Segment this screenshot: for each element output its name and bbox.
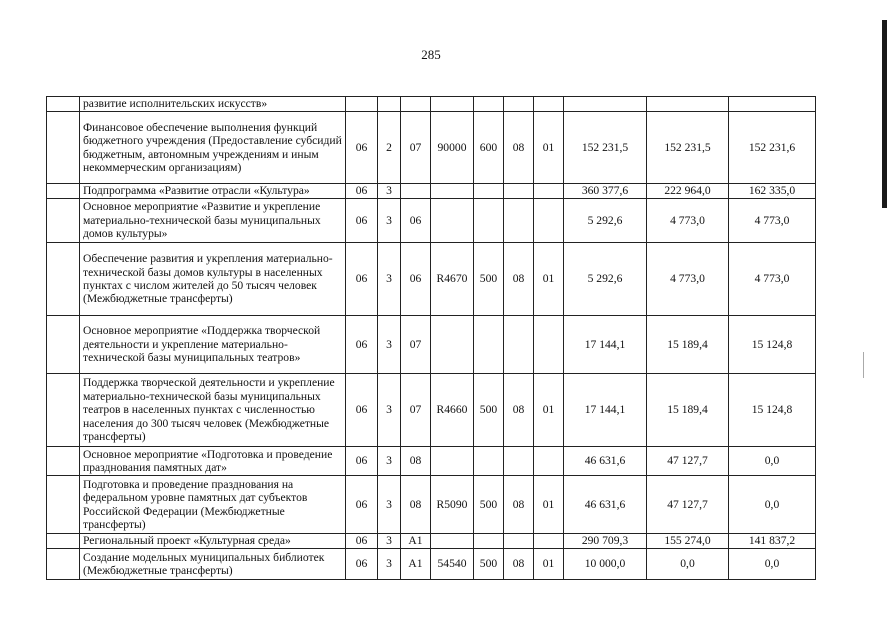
amount-cell: 0,0 bbox=[729, 549, 816, 580]
code-cell: R5090 bbox=[431, 476, 474, 534]
row-name: Финансовое обеспечение выполнения функций бюджетного учреждения (Предоставление субсидий бюджетным, автономным учреждениям и иным некоммерческим организациям) bbox=[80, 112, 346, 184]
code-cell bbox=[504, 97, 534, 112]
code-cell: 06 bbox=[346, 374, 378, 447]
code-cell: 500 bbox=[474, 243, 504, 316]
code-cell bbox=[431, 97, 474, 112]
amount-cell: 0,0 bbox=[647, 549, 729, 580]
code-cell bbox=[474, 534, 504, 549]
page-number: 285 bbox=[421, 47, 441, 62]
margin-cell bbox=[47, 534, 80, 549]
code-cell: 500 bbox=[474, 476, 504, 534]
code-cell: 08 bbox=[401, 447, 431, 476]
code-cell: 07 bbox=[401, 374, 431, 447]
amount-cell: 152 231,6 bbox=[729, 112, 816, 184]
code-cell bbox=[474, 199, 504, 243]
row-name: Создание модельных муниципальных библиотек (Межбюджетные трансферты) bbox=[80, 549, 346, 580]
amount-cell: 46 631,6 bbox=[564, 447, 647, 476]
table-row bbox=[47, 184, 816, 199]
code-cell bbox=[378, 97, 401, 112]
code-cell: 500 bbox=[474, 549, 504, 580]
code-cell: 3 bbox=[378, 534, 401, 549]
amount-cell bbox=[564, 97, 647, 112]
margin-cell bbox=[47, 243, 80, 316]
code-cell bbox=[504, 199, 534, 243]
code-cell: 08 bbox=[504, 243, 534, 316]
amount-cell: 17 144,1 bbox=[564, 374, 647, 447]
row-name: Основное мероприятие «Поддержка творческой деятельности и укрепление материально-технической базы муниципальных театров» bbox=[80, 316, 346, 374]
code-cell: 2 bbox=[378, 112, 401, 184]
code-cell: 3 bbox=[378, 549, 401, 580]
code-cell: 06 bbox=[346, 112, 378, 184]
code-cell: 07 bbox=[401, 112, 431, 184]
amount-cell: 0,0 bbox=[729, 447, 816, 476]
code-cell: 3 bbox=[378, 316, 401, 374]
code-cell bbox=[534, 447, 564, 476]
amount-cell: 15 189,4 bbox=[647, 316, 729, 374]
table-row bbox=[47, 112, 816, 184]
row-name: Обеспечение развития и укрепления материально-технической базы домов культуры в населенных пунктах с числом жителей до 50 тысяч человек (Межбюджетные трансферты) bbox=[80, 243, 346, 316]
code-cell: 54540 bbox=[431, 549, 474, 580]
code-cell bbox=[474, 184, 504, 199]
code-cell: 500 bbox=[474, 374, 504, 447]
amount-cell: 17 144,1 bbox=[564, 316, 647, 374]
code-cell: 01 bbox=[534, 374, 564, 447]
amount-cell: 47 127,7 bbox=[647, 476, 729, 534]
code-cell: 08 bbox=[401, 476, 431, 534]
amount-cell: 222 964,0 bbox=[647, 184, 729, 199]
amount-cell: 15 189,4 bbox=[647, 374, 729, 447]
code-cell: 3 bbox=[378, 199, 401, 243]
amount-cell: 4 773,0 bbox=[729, 243, 816, 316]
code-cell bbox=[431, 534, 474, 549]
table-row bbox=[47, 374, 816, 447]
code-cell: 06 bbox=[346, 184, 378, 199]
row-name: Региональный проект «Культурная среда» bbox=[80, 534, 346, 549]
amount-cell: 290 709,3 bbox=[564, 534, 647, 549]
code-cell: 06 bbox=[346, 243, 378, 316]
amount-cell: 4 773,0 bbox=[647, 243, 729, 316]
amount-cell: 46 631,6 bbox=[564, 476, 647, 534]
row-name: Подготовка и проведение празднования на федеральном уровне памятных дат субъектов Российской Федерации (Межбюджетные трансферты) bbox=[80, 476, 346, 534]
code-cell: 3 bbox=[378, 374, 401, 447]
budget-table bbox=[46, 96, 816, 580]
code-cell: 06 bbox=[346, 534, 378, 549]
amount-cell: 47 127,7 bbox=[647, 447, 729, 476]
code-cell bbox=[431, 184, 474, 199]
code-cell bbox=[504, 316, 534, 374]
amount-cell: 152 231,5 bbox=[564, 112, 647, 184]
margin-cell bbox=[47, 199, 80, 243]
code-cell: 01 bbox=[534, 243, 564, 316]
code-cell: A1 bbox=[401, 534, 431, 549]
code-cell bbox=[401, 184, 431, 199]
code-cell bbox=[534, 316, 564, 374]
scan-mark bbox=[863, 352, 864, 378]
code-cell: 01 bbox=[534, 476, 564, 534]
table-row bbox=[47, 549, 816, 580]
code-cell: 07 bbox=[401, 316, 431, 374]
code-cell: 3 bbox=[378, 447, 401, 476]
code-cell bbox=[534, 534, 564, 549]
code-cell: 06 bbox=[401, 199, 431, 243]
row-name: Подпрограмма «Развитие отрасли «Культура» bbox=[80, 184, 346, 199]
code-cell: 08 bbox=[504, 476, 534, 534]
table-row bbox=[47, 97, 816, 112]
amount-cell: 15 124,8 bbox=[729, 316, 816, 374]
amount-cell: 4 773,0 bbox=[729, 199, 816, 243]
table-row bbox=[47, 447, 816, 476]
code-cell: 06 bbox=[401, 243, 431, 316]
code-cell bbox=[504, 447, 534, 476]
code-cell bbox=[431, 316, 474, 374]
code-cell bbox=[431, 447, 474, 476]
amount-cell: 15 124,8 bbox=[729, 374, 816, 447]
code-cell bbox=[474, 447, 504, 476]
amount-cell: 5 292,6 bbox=[564, 243, 647, 316]
table-row bbox=[47, 476, 816, 534]
code-cell: A1 bbox=[401, 549, 431, 580]
amount-cell: 10 000,0 bbox=[564, 549, 647, 580]
margin-cell bbox=[47, 447, 80, 476]
code-cell: 90000 bbox=[431, 112, 474, 184]
margin-cell bbox=[47, 549, 80, 580]
code-cell: 3 bbox=[378, 184, 401, 199]
amount-cell: 141 837,2 bbox=[729, 534, 816, 549]
code-cell: 3 bbox=[378, 476, 401, 534]
amount-cell: 162 335,0 bbox=[729, 184, 816, 199]
code-cell bbox=[534, 97, 564, 112]
code-cell: 08 bbox=[504, 112, 534, 184]
amount-cell bbox=[647, 97, 729, 112]
code-cell bbox=[401, 97, 431, 112]
margin-cell bbox=[47, 476, 80, 534]
margin-cell bbox=[47, 184, 80, 199]
code-cell: 06 bbox=[346, 316, 378, 374]
scan-edge-shadow bbox=[882, 20, 887, 208]
code-cell: 06 bbox=[346, 199, 378, 243]
code-cell: 06 bbox=[346, 447, 378, 476]
table-row bbox=[47, 534, 816, 549]
margin-cell bbox=[47, 112, 80, 184]
row-name: Основное мероприятие «Развитие и укрепление материально-технической базы муниципальных домов культуры» bbox=[80, 199, 346, 243]
code-cell bbox=[534, 184, 564, 199]
code-cell bbox=[474, 316, 504, 374]
amount-cell: 155 274,0 bbox=[647, 534, 729, 549]
code-cell: 01 bbox=[534, 112, 564, 184]
amount-cell: 5 292,6 bbox=[564, 199, 647, 243]
code-cell: 600 bbox=[474, 112, 504, 184]
code-cell bbox=[534, 199, 564, 243]
margin-cell bbox=[47, 374, 80, 447]
row-name: Поддержка творческой деятельности и укрепление материально-технической базы муниципальных театров в населенных пунктах с численностью населения до 300 тысяч человек (Межбюджетные трансферты) bbox=[80, 374, 346, 447]
amount-cell: 152 231,5 bbox=[647, 112, 729, 184]
code-cell: 3 bbox=[378, 243, 401, 316]
table-row bbox=[47, 243, 816, 316]
code-cell: 06 bbox=[346, 476, 378, 534]
code-cell: R4670 bbox=[431, 243, 474, 316]
code-cell bbox=[474, 97, 504, 112]
table-row bbox=[47, 199, 816, 243]
code-cell bbox=[431, 199, 474, 243]
margin-cell bbox=[47, 97, 80, 112]
amount-cell: 4 773,0 bbox=[647, 199, 729, 243]
table-row bbox=[47, 316, 816, 374]
code-cell: 01 bbox=[534, 549, 564, 580]
row-name: Основное мероприятие «Подготовка и проведение празднования памятных дат» bbox=[80, 447, 346, 476]
amount-cell bbox=[729, 97, 816, 112]
margin-cell bbox=[47, 316, 80, 374]
amount-cell: 360 377,6 bbox=[564, 184, 647, 199]
code-cell: 08 bbox=[504, 374, 534, 447]
code-cell: 08 bbox=[504, 549, 534, 580]
code-cell bbox=[346, 97, 378, 112]
amount-cell: 0,0 bbox=[729, 476, 816, 534]
row-name: развитие исполнительских искусств» bbox=[80, 97, 346, 112]
code-cell bbox=[504, 184, 534, 199]
code-cell: R4660 bbox=[431, 374, 474, 447]
code-cell: 06 bbox=[346, 549, 378, 580]
code-cell bbox=[504, 534, 534, 549]
